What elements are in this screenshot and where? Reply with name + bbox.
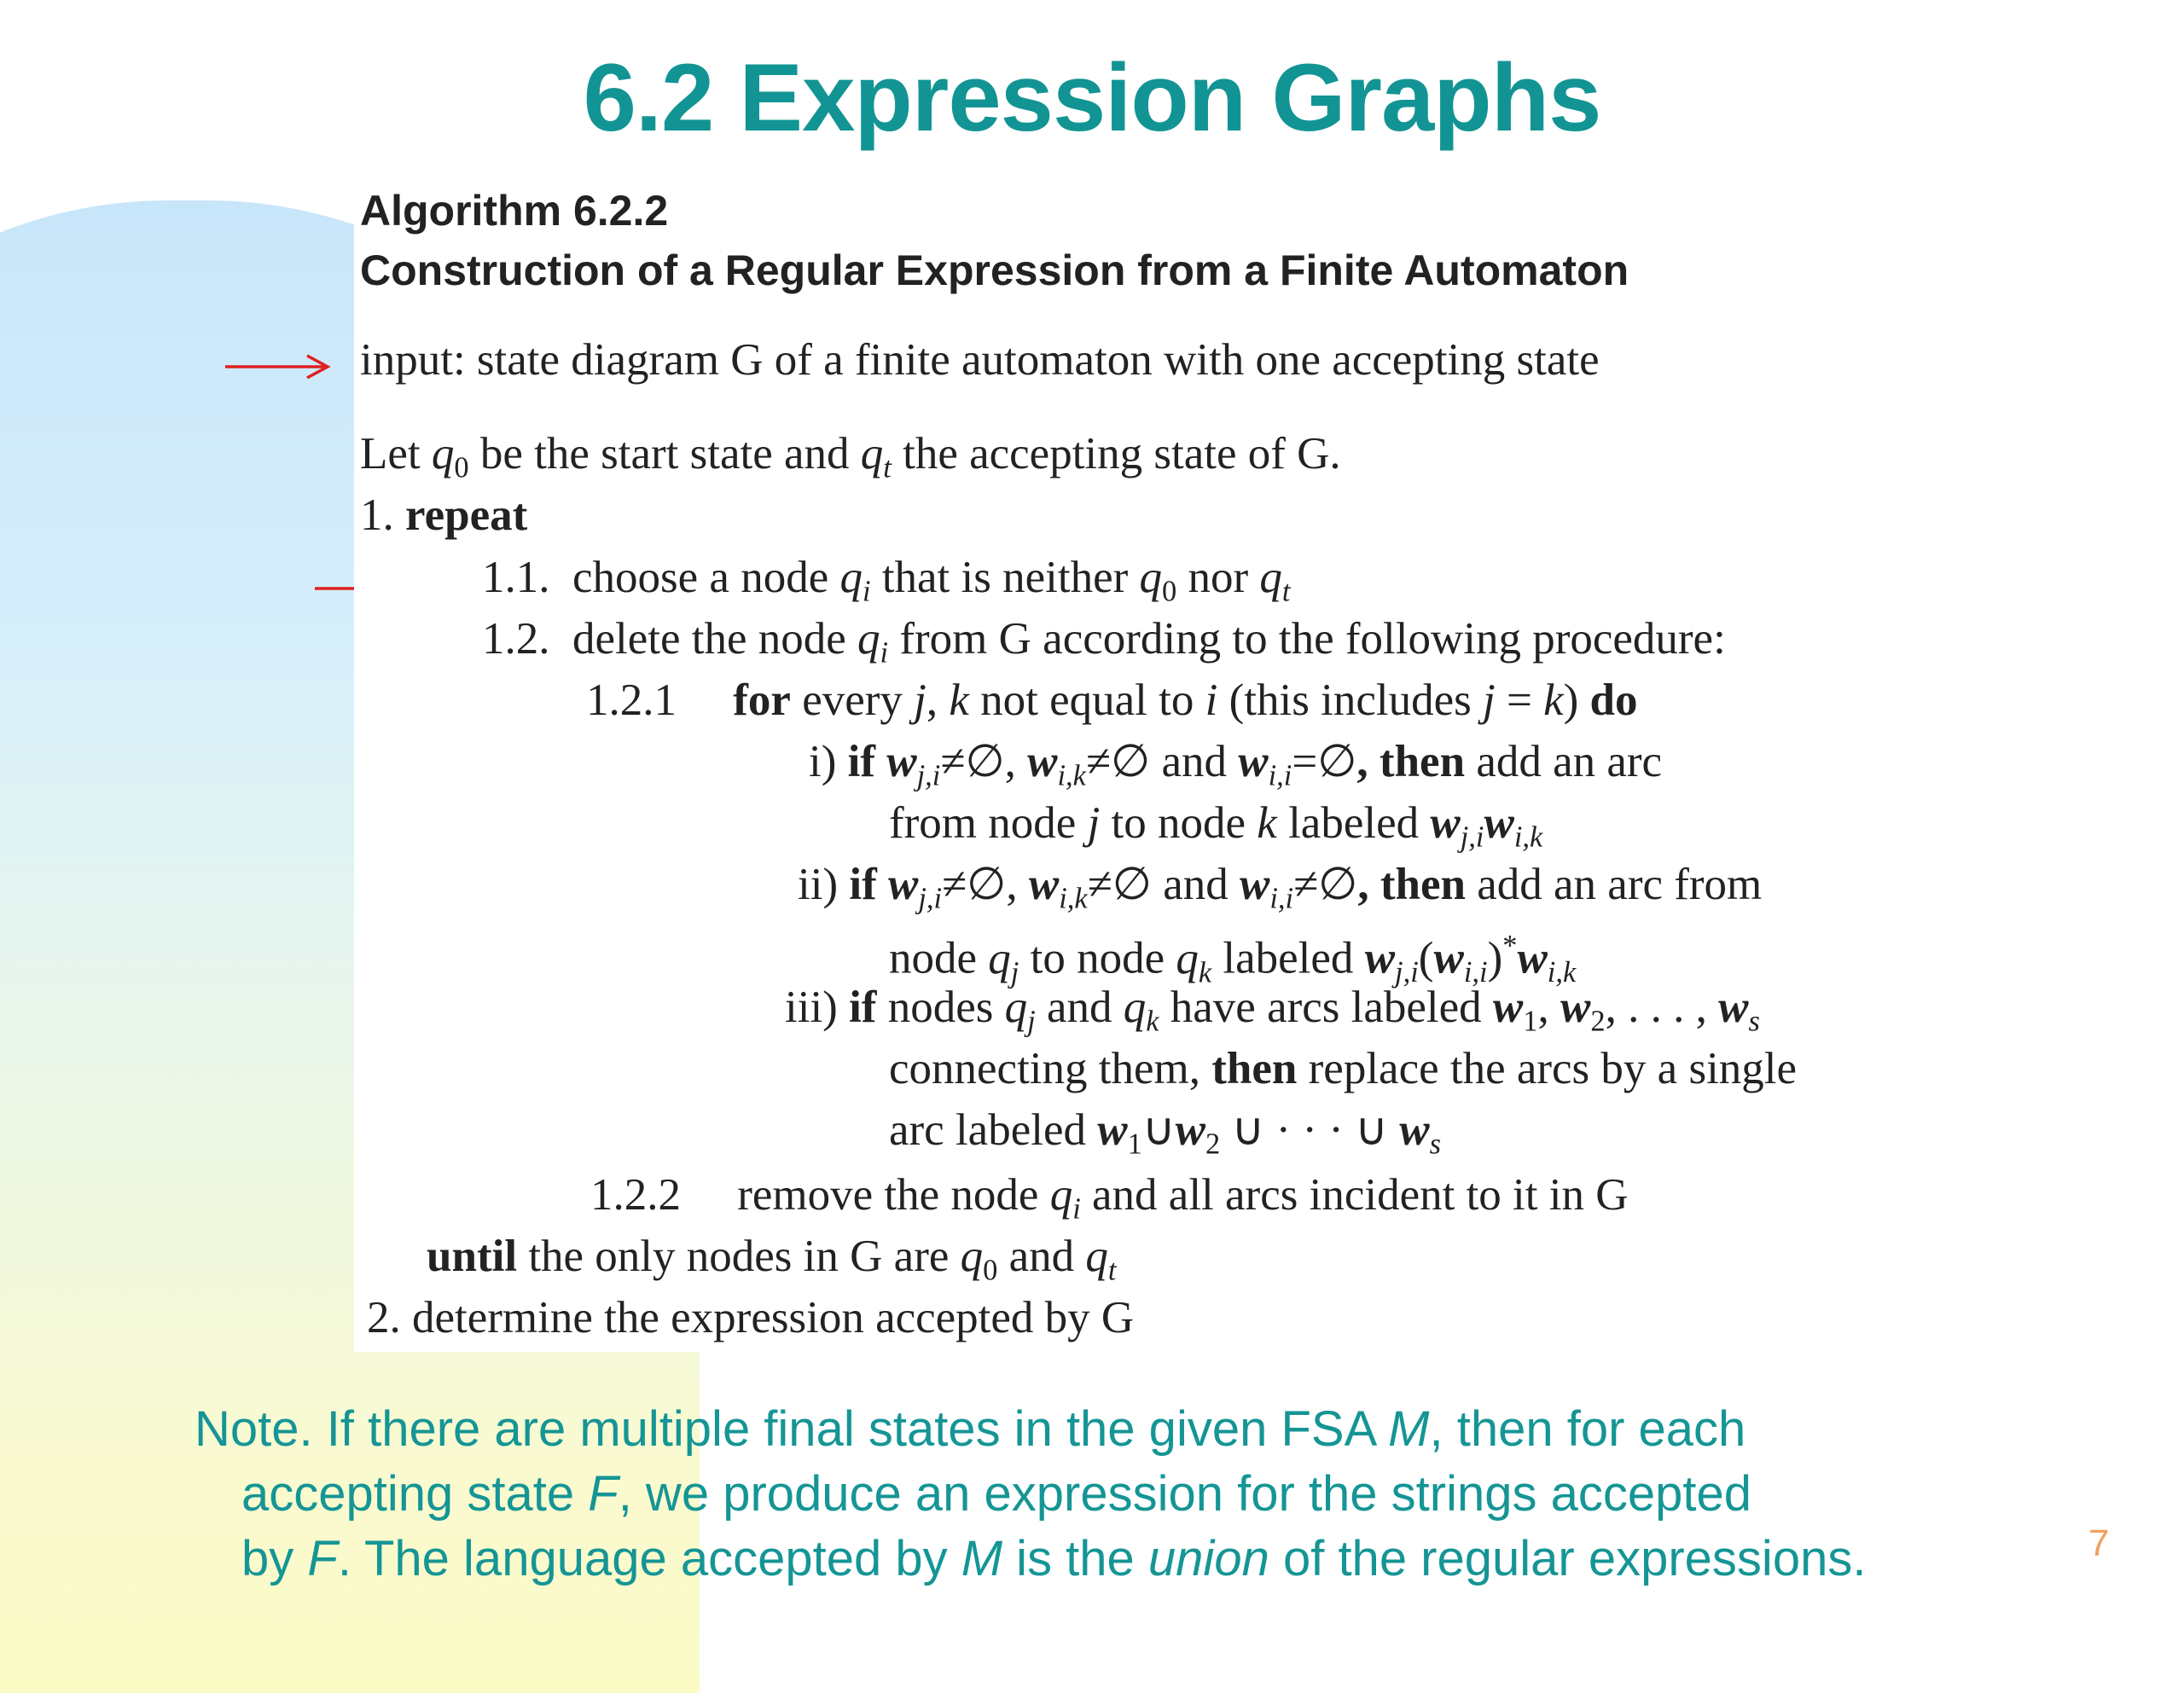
case-iii-cont: connecting them, then replace the arcs by a single: [889, 1044, 1798, 1093]
slide-number: 7: [2088, 1522, 2110, 1564]
case-iii-cont-2: arc labeled $w_1\cup w_2$ ∪ · · · ∪ $w_s$: [889, 1105, 1441, 1161]
case-i-cont: from node j to node k labeled $w_{j,i}w_{i,k}$: [889, 798, 1543, 854]
case-i: i) if $w_{j,i}\ne\emptyset$, $w_{i,k}\ne\emptyset$ and $w_{i,i}=\emptyset$, then add an arc: [809, 737, 1663, 792]
case-iii: iii) if nodes $q_j$ and $q_k$ have arcs labeled $w_1$, $w_2$, . . . , $w_s$: [785, 983, 1760, 1038]
until-line: until the only nodes in G are $q_0$ and $q_t$: [427, 1232, 1117, 1287]
step-1: 1. repeat: [360, 490, 528, 540]
case-ii: ii) if $w_{j,i}\ne\emptyset$, $w_{i,k}\ne\emptyset$ and $w_{i,i}\ne\emptyset$, then add an arc from: [798, 860, 1763, 915]
arrow-icon: [222, 337, 333, 397]
page-title: 6.2 Expression Graphs: [583, 44, 1601, 151]
algorithm-scan: [354, 175, 2005, 1352]
note-paragraph: [195, 1397, 2029, 1592]
step-2: 2. determine the expression accepted by G: [367, 1293, 1135, 1342]
input-line: input: state diagram G of a finite automaton with one accepting state: [360, 335, 1600, 385]
note-line-3: by F. The language accepted by M is the union of the regular expressions.: [241, 1531, 1867, 1586]
note-line-1: Note. If there are multiple final states in the given FSA M, then for each: [195, 1401, 1746, 1457]
algorithm-subheading: Construction of a Regular Expression from a Finite Automaton: [360, 246, 1629, 294]
step-1-2: 1.2. delete the node $q_i$ from G according to the following procedure:: [482, 614, 1726, 670]
case-ii-cont: node $q_j$ to node $q_k$ labeled $w_{j,i}(w_{i,i})^*w_{i,k}$: [889, 930, 1577, 989]
let-line: Let $q_0$ be the start state and $q_t$ the accepting state of G.: [360, 429, 1341, 484]
step-1-2-2: 1.2.2 remove the node $q_i$ and all arcs incident to it in G: [590, 1170, 1629, 1226]
algorithm-heading: Algorithm 6.2.2: [360, 187, 669, 235]
note-line-2: accepting state F, we produce an expression for the strings accepted: [241, 1466, 1752, 1522]
step-1-2-1: 1.2.1 for every j, k not equal to i (this includes j = k) do: [586, 675, 1638, 725]
step-1-1: 1.1. choose a node $q_i$ that is neither $q_0$ nor $q_t$: [482, 553, 1291, 608]
